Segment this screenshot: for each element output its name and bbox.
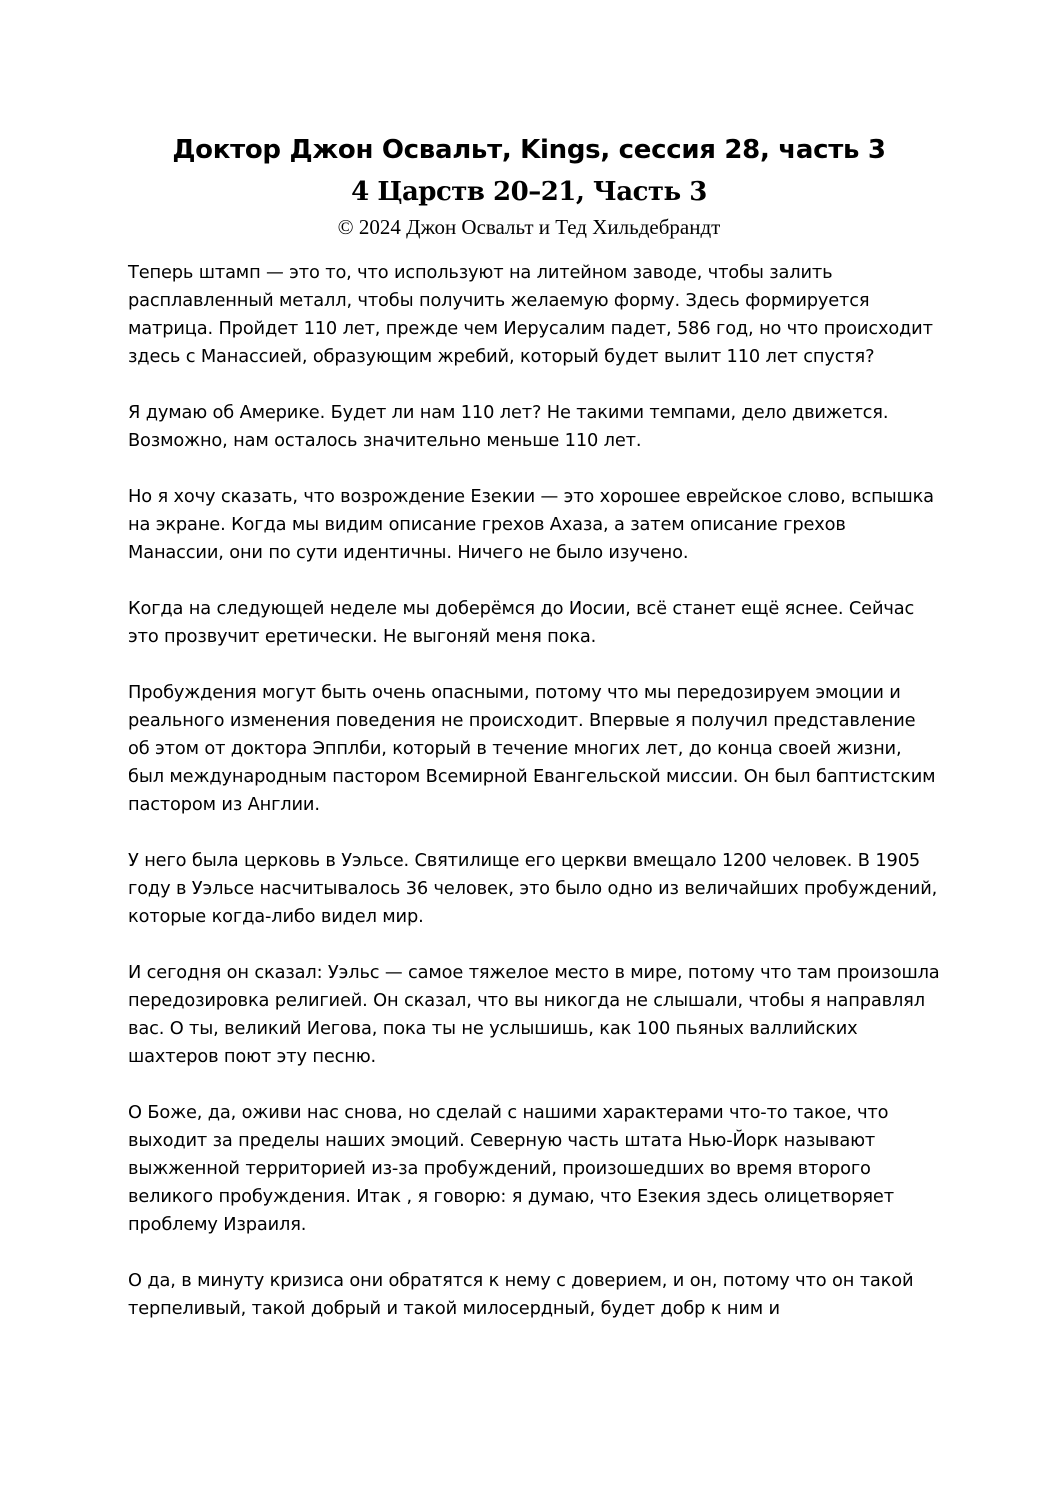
document-body	[128, 259, 940, 1351]
paragraph: Но я хочу сказать, что возрождение Езекии — это хорошее еврейское слово, вспышка на экране. Когда мы видим описание грехов Ахаза, а затем описание грехов Манассии, они по сути идентичны. Ничего не было изучено.	[128, 486, 934, 563]
paragraph: Я думаю об Америке. Будет ли нам 110 лет? Не такими темпами, дело движется. Возможно, нам осталось значительно меньше 110 лет.	[128, 402, 889, 451]
paragraph: У него была церковь в Уэльсе. Святилище его церкви вмещало 1200 человек. В 1905 году в Уэльсе насчитывалось 36 человек, это было одно из величайших пробуждений, которые когда-либо видел мир.	[128, 850, 938, 927]
document-subtitle: 4 Царств 20–21, Часть 3	[351, 177, 707, 207]
paragraph: Теперь штамп — это то, что используют на литейном заводе, чтобы залить расплавленный металл, чтобы получить желаемую форму. Здесь формируется матрица. Пройдет 110 лет, прежде чем Иерусалим падет, 586 год, но что происходит здесь с Манассией, образующим жребий, который будет вылит 110 лет спустя?	[128, 262, 933, 367]
paragraph: И сегодня он сказал: Уэльс — самое тяжелое место в мире, потому что там произошла передозировка религией. Он сказал, что вы никогда не слышали, чтобы я направлял вас. О ты, великий Иегова, пока ты не услышишь, как 100 пьяных валлийских шахтеров поют эту песню.	[128, 962, 940, 1067]
paragraph: Когда на следующей неделе мы доберёмся до Иосии, всё станет ещё яснее. Сейчас это прозвучит еретически. Не выгоняй меня пока.	[128, 598, 915, 647]
paragraph: Пробуждения могут быть очень опасными, потому что мы передозируем эмоции и реального изменения поведения не происходит. Впервые я получил представление об этом от доктора Эпплби, который в течение многих лет, до конца своей жизни, был международным пастором Всемирной Евангельской миссии. Он был баптистским пастором из Англии.	[128, 682, 936, 815]
copyright-line: © 2024 Джон Освальт и Тед Хильдебрандт	[337, 215, 721, 239]
paragraph: О да, в минуту кризиса они обратятся к нему с доверием, и он, потому что он такой терпеливый, такой добрый и такой милосердный, будет добр к ним и	[128, 1270, 914, 1319]
paragraph: О Боже, да, оживи нас снова, но сделай с нашими характерами что-то такое, что выходит за пределы наших эмоций. Северную часть штата Нью-Йорк называют выжженной территорией из-за пробуждений, произошедших во время второго великого пробуждения. Итак , я говорю: я думаю, что Езекия здесь олицетворяет проблему Израиля.	[128, 1102, 894, 1235]
document-title: Доктор Джон Освальт, Kings, сессия 28, часть 3	[172, 135, 886, 165]
